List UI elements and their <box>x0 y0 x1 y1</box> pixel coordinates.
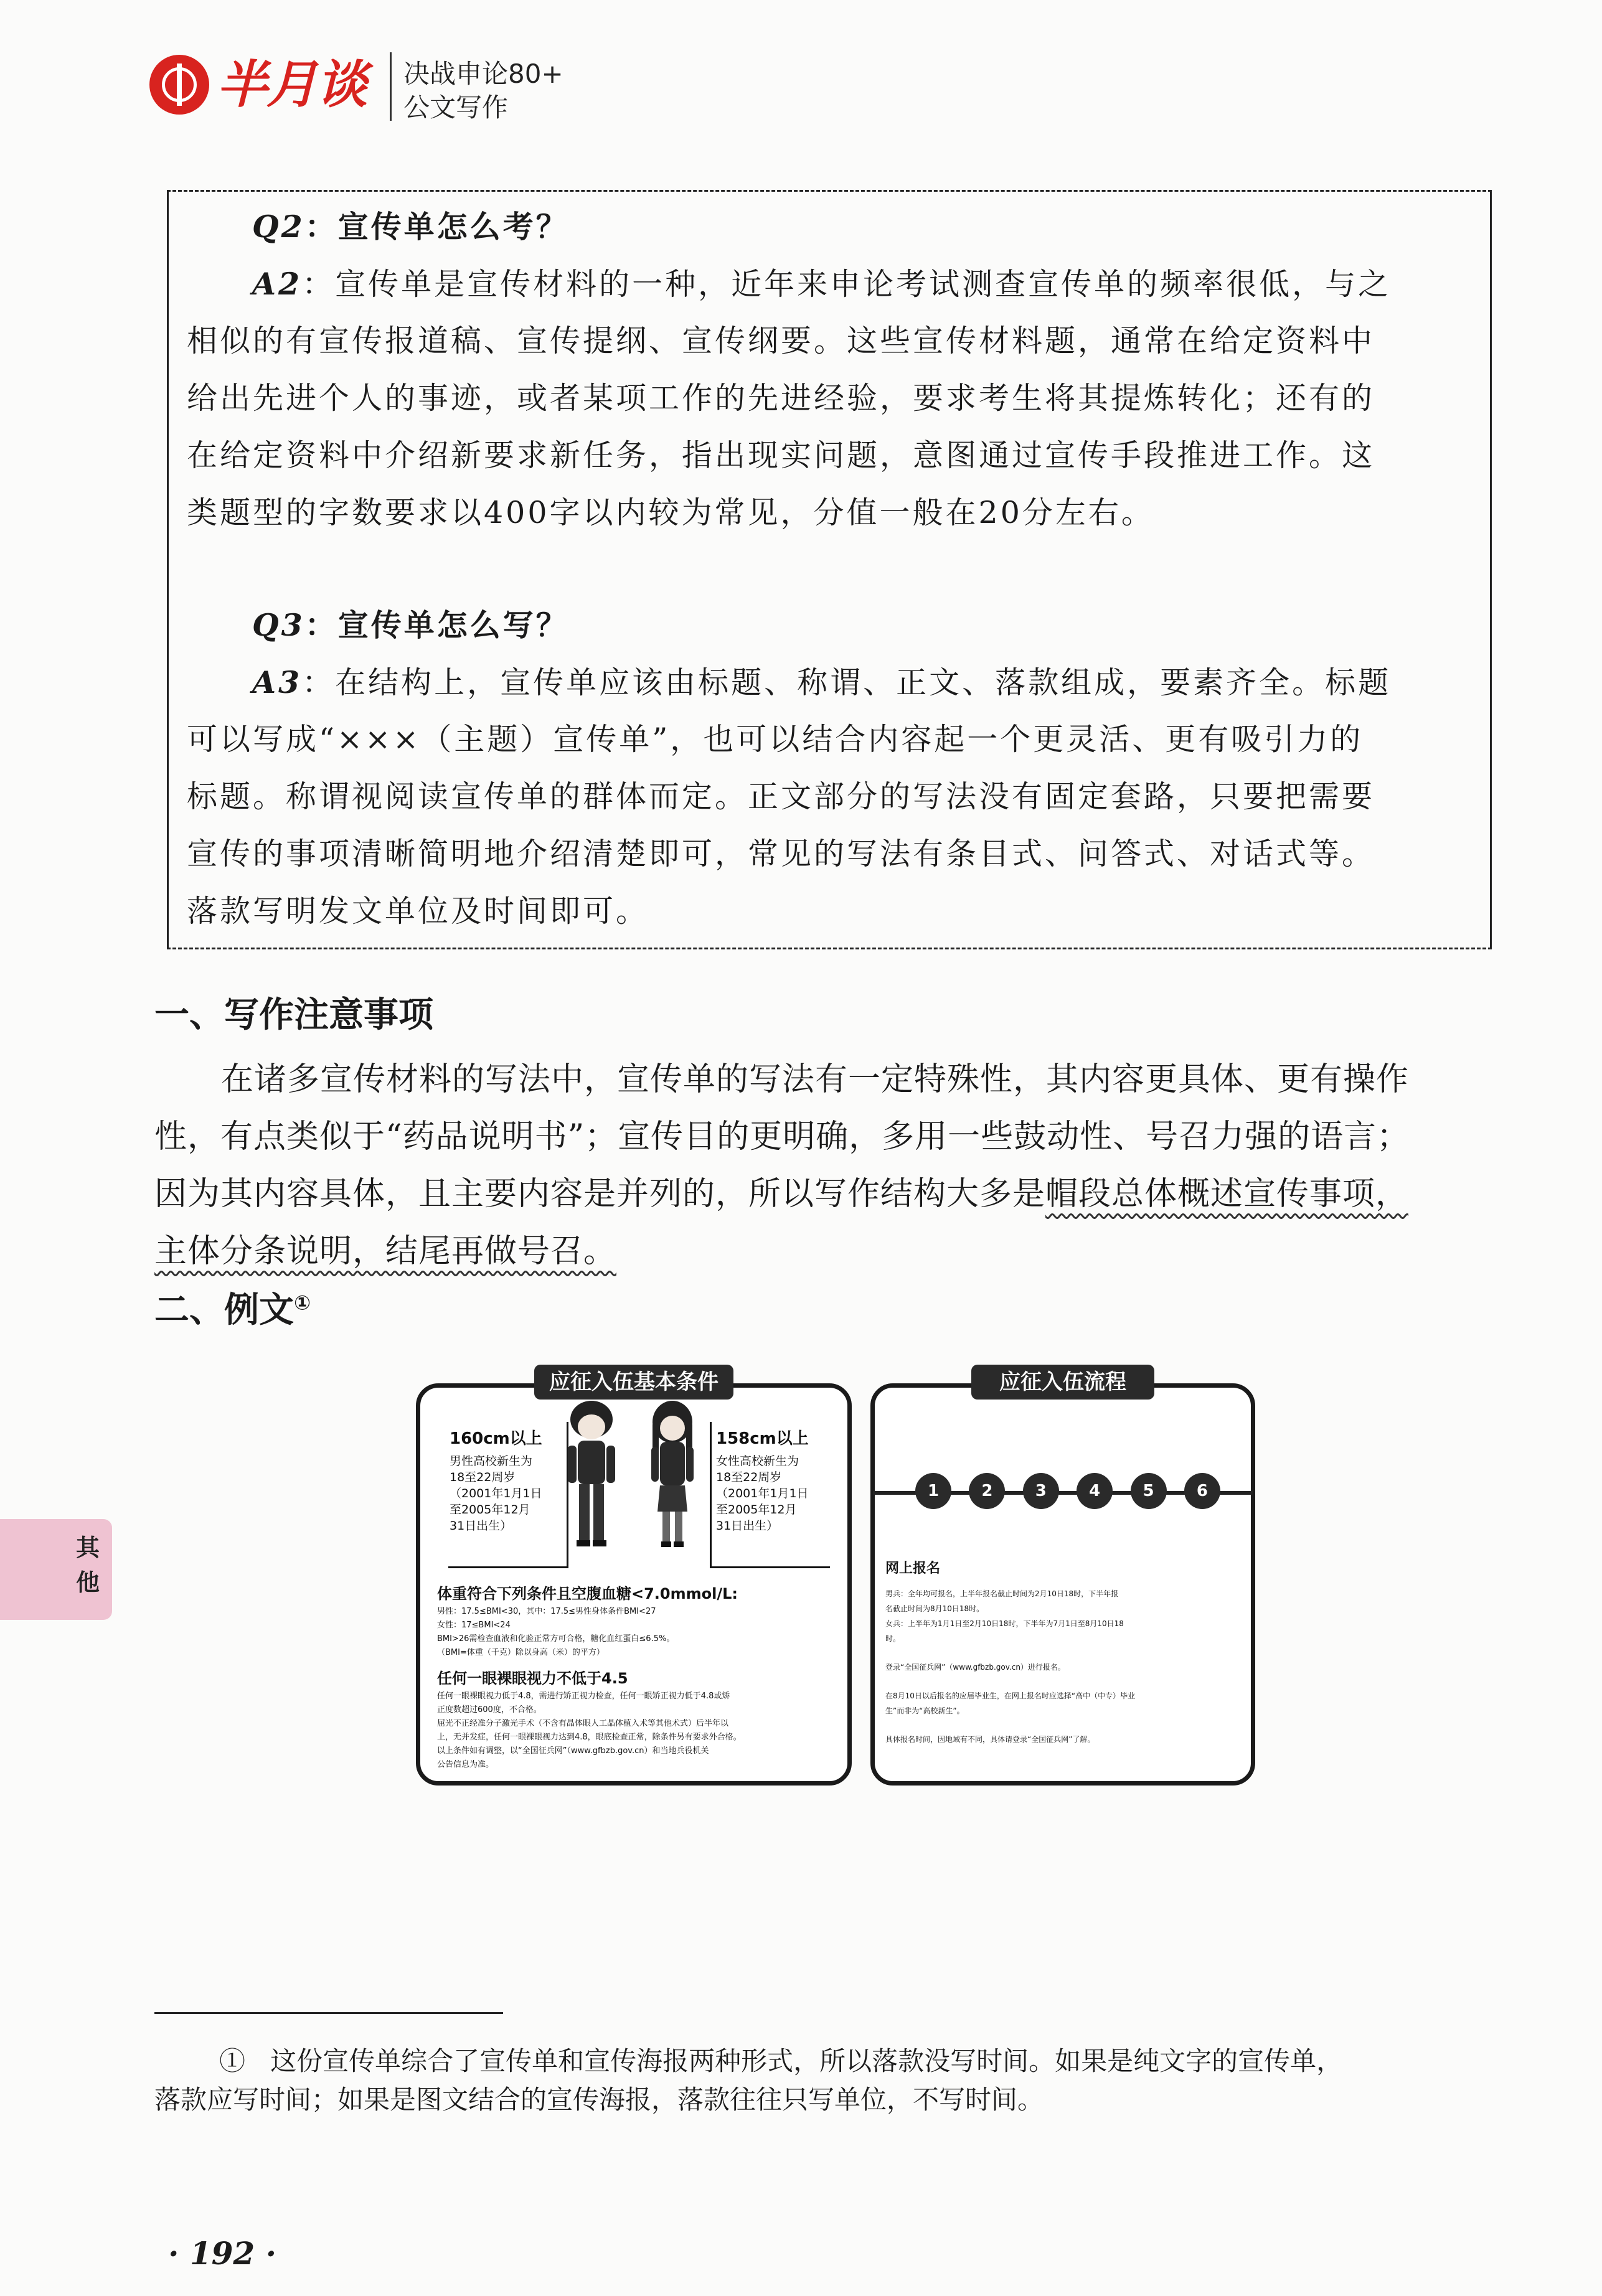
poster-title: 应征入伍流程 <box>971 1365 1154 1400</box>
step-1-icon: 1 <box>915 1473 951 1509</box>
male-conditions: 男性高校新生为 18至22周岁 （2001年1月1日 至2005年12月 31日出生） <box>450 1454 542 1533</box>
a2-line: 类题型的字数要求以400字以内较为常见，分值一般在20分左右。 <box>187 495 1154 530</box>
female-soldier-icon <box>651 1401 694 1547</box>
a2-line: A2：宣传单是宣传材料的一种，近年来申论考试测查宣传单的频率很低，与之 <box>252 266 1392 302</box>
header-divider <box>390 52 392 121</box>
step-4-icon: 4 <box>1077 1473 1113 1509</box>
side-tab-label: 其他 <box>75 1534 100 1596</box>
page-number: · 192 · <box>168 2235 276 2272</box>
section-heading-notes: 一、写作注意事项 <box>154 995 433 1035</box>
a2-line: 给出先进个人的事迹，或者某项工作的先进经验，要求考生将其提炼转化；还有的 <box>187 380 1375 416</box>
weight-condition-details: 男性：17.5≤BMI<30，其中：17.5≤男性身体条件BMI<27 女性：17≤BMI<24 BMI>26需检查血液和化验正常方可合格，糖化血红蛋白≤6.5%。 （BMI=体重（千克）除以身高（米）的平方） <box>437 1607 675 1657</box>
q3-heading: Q3：宣传单怎么写？ <box>252 607 569 643</box>
q2-heading: Q2：宣传单怎么考？ <box>252 209 569 245</box>
book-subtitle: 公文写作 <box>403 92 509 123</box>
a2-line: 相似的有宣传报道稿、宣传提纲、宣传纲要。这些宣传材料题，通常在给定资料中 <box>187 323 1375 359</box>
globe-icon <box>149 55 209 115</box>
footnote-line: ① 这份宣传单综合了宣传单和宣传海报两种形式，所以落款没写时间。如果是纯文字的宣传单， <box>219 2046 1343 2076</box>
a3-line: A3：在结构上，宣传单应该由标题、称谓、正文、落款组成，要素齐全。标题 <box>252 664 1392 700</box>
poster-title: 应征入伍基本条件 <box>534 1365 733 1400</box>
female-conditions: 女性高校新生为 18至22周岁 （2001年1月1日 至2005年12月 31日出生） <box>716 1454 809 1533</box>
footnote-reference[interactable]: ① <box>294 1291 311 1315</box>
vision-condition-title: 任何一眼裸眼视力不低于4.5 <box>437 1670 628 1687</box>
step-6-icon: 6 <box>1184 1473 1220 1509</box>
a3-line: 标题。称谓视阅读宣传单的群体而定。正文部分的写法没有固定套路，只要把需要 <box>187 779 1375 814</box>
body-paragraph-line: 在诸多宣传材料的写法中，宣传单的写法有一定特殊性，其内容更具体、更有操作 <box>221 1061 1410 1098</box>
female-height: 158cm以上 <box>716 1429 809 1448</box>
online-registration-title: 网上报名 <box>885 1561 941 1576</box>
step-3-icon: 3 <box>1023 1473 1059 1509</box>
soldier-figures-illustration <box>548 1393 728 1580</box>
body-paragraph-line: 因为其内容具体，且主要内容是并列的，所以写作结构大多是帽段总体概述宣传事项， <box>154 1175 1409 1213</box>
footnote-divider <box>154 2012 503 2014</box>
weight-condition-title: 体重符合下列条件且空腹血糖<7.0mmol/L: <box>437 1585 738 1602</box>
brand-logo <box>149 55 411 117</box>
male-soldier-icon <box>568 1401 615 1546</box>
step-2-icon: 2 <box>969 1473 1005 1509</box>
section-heading-example: 二、例文① <box>154 1290 311 1330</box>
process-steps <box>915 1473 1220 1509</box>
book-series-title: 决战申论80+ <box>403 59 563 89</box>
body-paragraph-line <box>154 1223 1499 1280</box>
emphasis-text: 帽段总体概述宣传事项， <box>1045 1175 1409 1213</box>
footnote-mark: ① <box>219 2046 246 2076</box>
footnote-line: 落款应写时间；如果是图文结合的宣传海报，落款往往只写单位，不写时间。 <box>154 2084 1044 2115</box>
a3-line: 落款写明发文单位及时间即可。 <box>187 893 649 929</box>
a3-line: 宣传的事项清晰简明地介绍清楚即可，常见的写法有条目式、问答式、对话式等。 <box>187 836 1375 872</box>
a3-line: 可以写成“×××（主题）宣传单”，也可以结合内容起一个更灵活、更有吸引力的 <box>187 722 1364 757</box>
step-5-icon: 5 <box>1131 1473 1167 1509</box>
body-paragraph-line: 性，有点类似于“药品说明书”；宣传目的更明确，多用一些鼓动性、号召力强的语言； <box>154 1118 1410 1155</box>
male-height: 160cm以上 <box>450 1429 542 1448</box>
emphasis-text: 主体分条说明，结尾再做号召。 <box>154 1233 617 1270</box>
vision-condition-details: 任何一眼裸眼视力低于4.8，需进行矫正视力检查，任何一眼矫正视力低于4.8或矫 正度数超过600度，不合格。 屈光不正经准分子激光手术（不含有晶体眼人工晶体植入术等其他术式）后半年以 上，无并发症，任何一眼裸眼视力达到4.8，眼底检查正常，除条件另有要求外合格。 以上条件如有调整，以“全国征兵网”（www.gfbzb.gov.cn）和当地兵役机关 公告信息为准。 <box>437 1691 742 1769</box>
brand-name: 半月谈 <box>217 55 366 115</box>
a2-line: 在给定资料中介绍新要求新任务，指出现实问题，意图通过宣传手段推进工作。这 <box>187 438 1375 473</box>
online-registration-details: 男兵：全年均可报名，上半年报名截止时间为2月10日18时，下半年报 名截止时间为8月10日18时。 女兵：上半年为1月1日至2月10日18时，下半年为7月1日至8月10日18 时。 登录“全国征兵网”（www.gfbzb.gov.cn）进行报名。 在8月10日以后报名的应届毕业生，在网上报名时应选择“高中（中专）毕业 生”而非为“高校新生”。 具体报名时间，因地域有不同，具体请登录“全国征兵网”了解。 <box>885 1589 1136 1744</box>
